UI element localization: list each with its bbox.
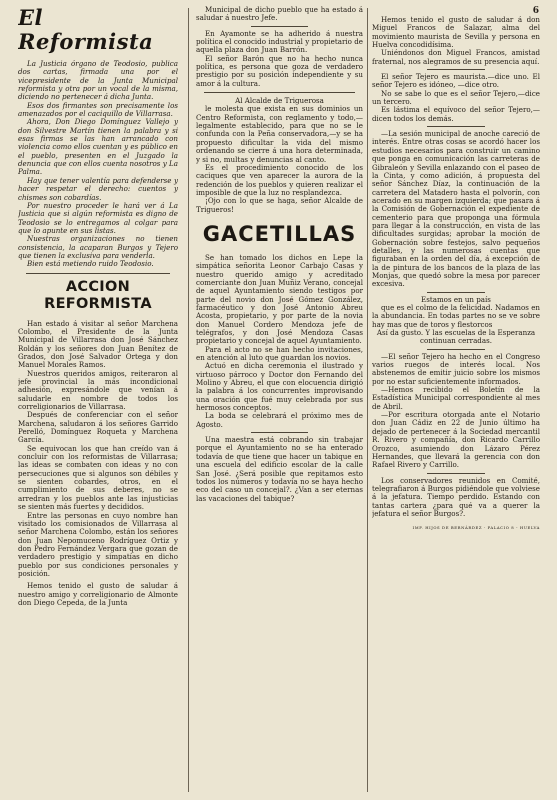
paragraph: Se han tomado los dichos en Lepe la simpática señorita Leonor Carbajo Casas y nuestro querido amigo y acreditado comerciante don Juan Muñiz Verano, concejal de aquel Ayuntamiento siendo testigos por parte del novio don José Gómez González, farmacéutico y don José Antonio Abreu Acosta, propietario, y por parte de la novia don Manuel Cordero Mendoza jefe de telégrafos, y don José Mendoza Casas propietario y concejal de aquel Ayuntamiento. bbox=[196, 252, 363, 346]
paragraph: Es lástima el equívoco del señor Tejero,—dicen todos los demás. bbox=[372, 105, 540, 123]
paragraph: El señor Barón que no ha hecho nunca política, es persona que goza de verdadero prestigio por su posición independiente y su amor á la cultura. bbox=[196, 53, 363, 88]
verse-line: Estamos en un país bbox=[421, 294, 491, 304]
paragraph: Después de conferenciar con el señor Marchena, saludaron á los señores Garrido Perelló, Domínguez Roqueta y Marchena García. bbox=[18, 410, 178, 445]
short-divider bbox=[427, 69, 485, 70]
paragraph: Hemos tenido el gusto de saludar á nuestro amigo y correligionario de Almonte don Diego Cepeda, de la Junta bbox=[18, 581, 178, 607]
paragraph: Se equivocan los que han creído van á concluir con los reformistas de Villarrasa; las ideas se combaten con ideas y no con persecuciones que si algunos son débiles y se sienten cobardes, otros, en el cumplimiento de sus deberes, no se arredran y los pueblos ante las injusticias se sienten más fuertes y decididos. bbox=[18, 443, 178, 512]
paragraph: El señor Tejero es maurista.—dice uno. El señor Tejero es idóneo, —dice otro. bbox=[372, 72, 540, 90]
short-divider bbox=[427, 126, 485, 127]
paragraph: Por nuestro proceder le hará ver á La Justicia que si algún reformista es digno de Teodosio se lo entregamos al colgar para que lo apunte en sus listas. bbox=[18, 200, 178, 235]
paragraph: La boda se celebrará el próximo mes de Agosto. bbox=[196, 411, 363, 429]
column-left bbox=[18, 6, 178, 794]
paragraph: Nuestros queridos amigos, reiteraron al jefe provincial la más incondicional adhesión, expresándole que venían á saludarle en nombre de todos los correligionarios de Villarrasa. bbox=[18, 368, 178, 412]
short-divider bbox=[427, 349, 485, 350]
paragraph: Actuó en dicha ceremonia el ilustrado y virtuoso párroco y Doctor don Fernando del Molino y Abreu, el que con elocuencia dirigió la palabra á los concurrentes improvisando una oración que fué muy celebrada por sus hermosos conceptos. bbox=[196, 361, 363, 413]
paragraph: Es el procedimiento conocido de los caciques que ven aparecer la aurora de la redención de los pueblos y quieren realizar el imposible de que la luz no resplandezca. bbox=[196, 162, 363, 197]
paragraph: Entre las personas en cuyo nombre han visitado los comisionados de Villarrasa al señor Marchena Colombo, están los señores don Juan Nepomuceno Rodríguez Ortiz y don Pedro Fernández Vergara que gozan de verdadero prestigio y simpatías en dicho pueblo por sus condiciones personales y posición. bbox=[18, 510, 178, 578]
column-middle bbox=[196, 6, 363, 794]
verse-line: Así da gusto. Y las escuelas de la Esperanza continuan cerradas. bbox=[376, 328, 536, 346]
paragraph: Nuestras organizaciones no tienen consistencia, la acaparan Burgos y Tejero que tienen la exclusiva para venderla. bbox=[18, 234, 178, 260]
paragraph: Para el acto no se han hecho invitaciones, en atención al luto que guardan los novios. bbox=[196, 344, 363, 363]
column-rule bbox=[367, 8, 368, 792]
short-divider bbox=[427, 292, 485, 293]
paragraph: No se sabe lo que es el señor Tejero,—dice un tercero. bbox=[372, 88, 540, 107]
section-heading-gacetillas: GACETILLAS bbox=[202, 221, 357, 246]
column-rule bbox=[188, 8, 189, 792]
masthead-title: El Reformista bbox=[18, 6, 154, 54]
short-divider bbox=[427, 473, 485, 474]
paragraph: Municipal de dicho pueblo que ha estado á saludar á nuestro Jefe. bbox=[196, 6, 363, 23]
paragraph: Esos dos firmantes son precisamente los amenazados por el caciquillo de Villarrasa. bbox=[18, 100, 178, 119]
section-divider bbox=[26, 273, 170, 274]
paragraph: Hemos tenido el gusto de saludar á don Miguel Francos de Salazar, alma del movimiento maurista de Sevilla y persona en Huelva concodidísima. bbox=[372, 15, 540, 50]
short-divider bbox=[251, 26, 308, 27]
paragraph: que es el colmo de la felicidad. Nadamos en la abundancia. En todas partes no se ve sobre hay mas que de toros y flestorcos bbox=[372, 303, 540, 329]
page-number: 6 bbox=[532, 6, 539, 16]
paragraph: —El señor Tejero ha hecho en el Congreso varios ruegos de interés local. Nos abstenemos de emitir juicio sobre los mismos por no estar suficientemente informados. bbox=[372, 351, 540, 386]
paragraph: Uniéndonos don Miguel Francos, amistad fraternal, nos alegramos de su presencia aquí. bbox=[372, 48, 540, 66]
printer-imprint: IMP. HIJOS DE BERNÁRDEZ - PALACIO 8 - HUELVA bbox=[412, 525, 540, 531]
paragraph: Los conservadores reunidos en Comité, telegrafiaron á Burgos pidiéndole que volviese á la jefatura. Tiempo perdido. Estando con tantas cartera ¿para qué va a querer la jefatura el señor Burgos?. bbox=[372, 475, 540, 518]
paragraph: Una maestra está cobrando sin trabajar porque el Ayuntamiento no se ha enterado todavía de que tiene que hacer un tabique en una escuela del edificio escolar de la calle San José. ¿Será posible que repitamos esto todos los números y todavía no se haya hecho eco del caso un concejal?. ¿Van a ser eternas las vacaciones del tabique? bbox=[196, 435, 363, 503]
paragraph: ¡Ojo con lo que se haga, señor Alcalde de Trigueros! bbox=[196, 196, 363, 214]
paragraph: La Justicia órgano de Teodosio, publica dos cartas, firmada una por el vicepresidente de la Junta Municipal reformista y otra por un vocal de la misma, diciendo no pertenecer á dicha Junta. bbox=[18, 59, 178, 102]
paragraph: Ahora, Don Diego Domínguez Vallejo y don Silvestre Martín tienen la palabra y si esas firmas se las han arrancado con violencia como ellos cuentan y es público en el pueblo, presenten en el Juzgado la denuncia que con ellos cuenta nosotros y La Palma. bbox=[18, 117, 178, 177]
section-divider bbox=[204, 92, 355, 93]
paragraph: —La sesión municipal de anoche careció de interés. Entre otras cosas se acordó hacer los estudios necesarios para construir un camino que ponga en comunicación las carreteras de Gibraleón y Sevilla enlazando con el paseo de la Cinta, y como adición, á propuesta del señor Sánchez Díaz, la continuación de la carretera del Matadero hasta el polvorín, con acerado en su margen izquierda; que pasara á la Comisión de Gobernación el expediente de cementerio para que proponga una fórmula para llegar á la construcción, en vista de las dificultades surgidas; aprobar la moción de Gobernación sobre festejos, salvo pequeños detalles, y las numerosas cuentas que figuraban en la orden del día, á excepción de la de pintura de los bancos de la plaza de las Monjas, que quedó sobre la mesa por parecer excesiva. bbox=[372, 129, 540, 289]
paragraph: Han estado á visitar al señor Marchena Colombo, el Presidente de la Junta Municipal de Villarrasa don José Sánchez Roldán y los señores don Juan Benítez de Grados, don José Salvador Ortega y don Manuel Morales Ramos. bbox=[18, 318, 178, 370]
short-divider bbox=[251, 432, 308, 433]
paragraph: Hay que tener valentía para defenderse y hacer respetar el derecho: cuentos y chismes son cobardías. bbox=[18, 175, 178, 202]
subheading-alcalde: Al Alcalde de Triguerosa bbox=[235, 96, 324, 106]
paragraph: —Por escritura otorgada ante el Notario don Juan Cádiz en 22 de Junio último ha dejado de pertenecer á la Sociedad mercantil R. Rivero y compañía, don Ricardo Carrillo Orozco, asumiendo don Lázaro Pérez Hernandes, que llevará la gerencia con don Rafael Rivero y Carrillo. bbox=[372, 410, 540, 470]
section-heading-accion-reformista: ACCION REFORMISTA bbox=[44, 278, 152, 312]
column-right bbox=[372, 6, 540, 794]
paragraph: En Ayamonte se ha adherido á nuestra política el conocido industrial y propietario de aquella plaza don Juan Barrón. bbox=[196, 28, 363, 55]
paragraph: Bien está metiendo ruido Teodosio. bbox=[27, 259, 154, 269]
paragraph: le molesta que exista en sus dominios un Centro Reformista, con reglamento y todo,—legalmente establecido, para que no se le confunda con la Peña conservadora,—y se ha propuesto dificultar la vida del mismo ordenando se cierre á una hora determinada, y si no, multas y denuncias al canto. bbox=[196, 104, 363, 164]
paragraph: —Hemos recibido el Boletín de la Estadística Municipal correspondiente al mes de Abril. bbox=[372, 385, 540, 411]
